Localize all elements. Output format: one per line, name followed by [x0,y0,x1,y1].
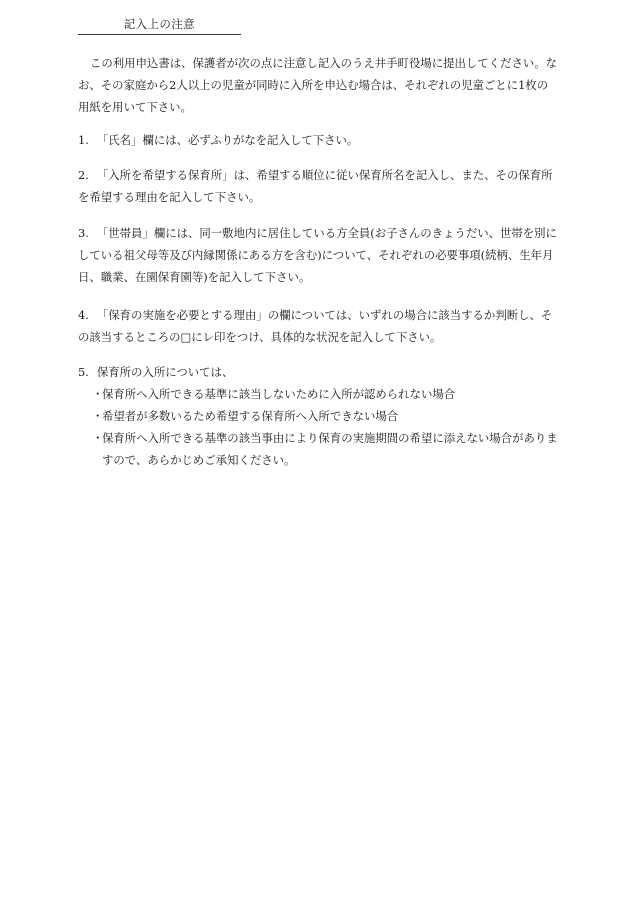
bullet-list [78,383,558,471]
item-number: 4. [78,308,89,322]
intro-paragraph: この利用申込書は、保護者が次の点に注意し記入のうえ井手町役場に提出してください。なお、その家庭から2人以上の児童が同時に入所を申込む場合は、それぞれの児童ごとに1枚の用紙を用いて下さい。 [78,56,558,114]
bullet-item [78,405,558,427]
item-text: 保育所の入所については、 [96,365,234,379]
item-number: 2. [78,168,89,182]
item-text: 「保育の実施を必要とする理由」の欄については、いずれの場合に該当するか判断し、その該当するところの□にレ印をつけ、具体的な状況を記入して下さい。 [78,308,553,344]
notice-item-3 [78,222,558,288]
notice-item-1 [78,129,558,151]
item-text: 「氏名」欄には、必ずふりがなを記入して下さい。 [96,133,359,147]
page-title-text: 記入上の注意 [123,17,196,31]
bullet-text: 保育所へ入所できる基準の該当事由により保育の実施期間の希望に添えない場合がありますので、あらかじめご承知ください。 [102,431,558,467]
bullet-item [78,383,558,405]
item-text: 「世帯員」欄には、同一敷地内に居住している方全員(お子さんのきょうだい、世帯を別にしている祖父母等及び内縁関係にある方を含む)について、それぞれの必要事項(続柄、生年月日、職業、在園保育園等)を記入して下さい。 [78,226,557,284]
item-number: 1. [78,133,89,147]
notice-item-4 [78,304,558,348]
bullet-text: 保育所へ入所できる基準に該当しないために入所が認められない場合 [102,387,456,401]
bullet-mark: ・ [92,431,104,445]
bullet-text: 希望者が多数いるため希望する保育所へ入所できない場合 [102,409,399,423]
bullet-mark: ・ [92,387,104,401]
notice-item-2 [78,164,558,208]
bullet-item [78,427,558,471]
bullet-mark: ・ [92,409,104,423]
item-text: 「入所を希望する保育所」は、希望する順位に従い保育所名を記入し、また、その保育所を希望する理由を記入して下さい。 [78,168,553,204]
item-number: 5. [78,365,89,379]
notice-item-5 [78,361,558,471]
item-number: 3. [78,226,89,240]
page-title [78,14,241,35]
